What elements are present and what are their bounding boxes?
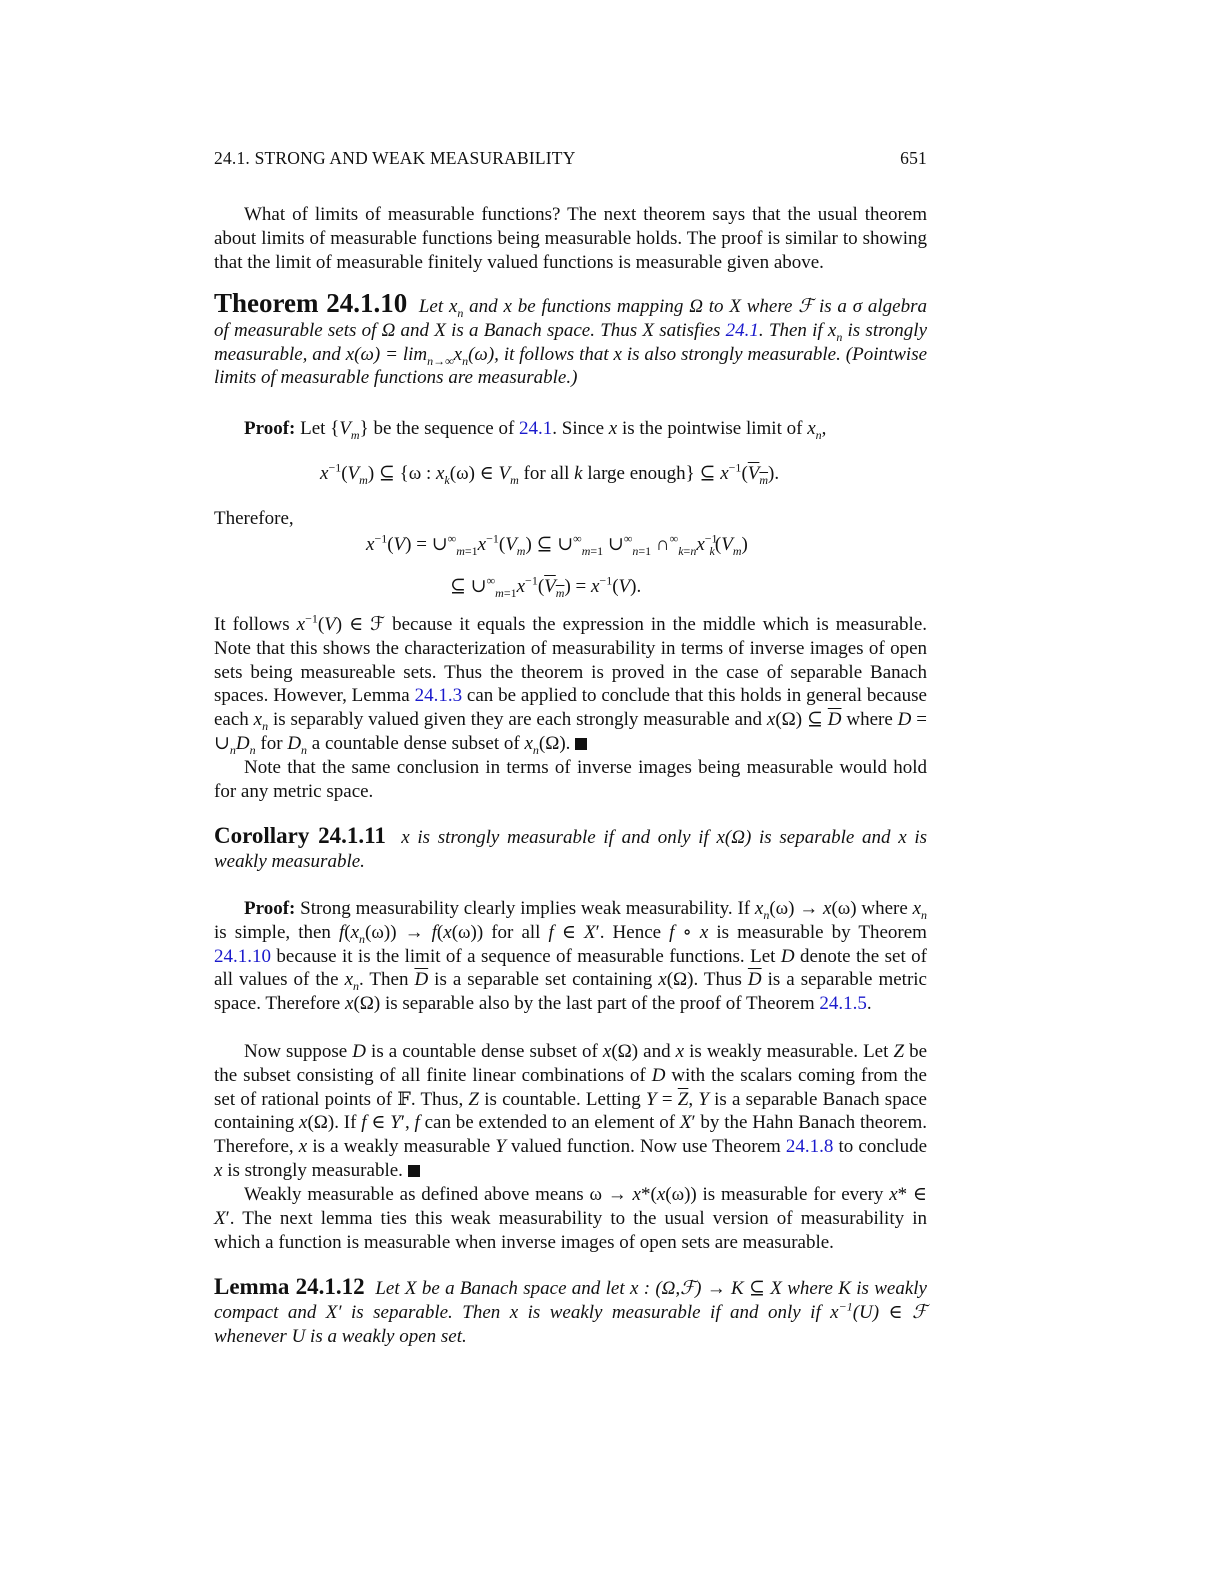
weakly-measurable-paragraph: Weakly measurable as defined above means ω → x*(x(ω)) is measurable for every x* ∈ X′. The next lemma ties this weak measurability to the usual version of measurability in which a function is measurable when inverse images of open sets are measurable.: [214, 1184, 927, 1253]
theorem-label: Theorem 24.1.10: [214, 288, 408, 318]
lemma-label: Lemma 24.1.12: [214, 1274, 365, 1299]
proof-label: Proof:: [244, 898, 296, 919]
eq-ref-link[interactable]: 24.1: [519, 418, 553, 439]
lemma-block: Lemma 24.1.12 Let X be a Banach space and let x : (Ω,ℱ) → K ⊆ X where K is weakly compact and X′ is separable. Then x is weakly measurable if and only if $x^{-1}(U)$ ∈ ℱ whenever U is a weakly open set.: [214, 1274, 928, 1347]
page-number: 651: [900, 148, 927, 168]
eq-ref-link[interactable]: 24.1: [725, 319, 759, 341]
proof2-continued: Now suppose D is a countable dense subset of x(Ω) and x is weakly measurable. Let Z be the subset consisting of all finite linear combinations of D with the scalars coming from the set of rational points of 𝔽. Thus, Z is countable. Letting $Y = \overline{Z}$, Y is a separable Banach space containing x(Ω). If f ∈ Y′, f can be extended to an element of X′ by the Hahn Banach theorem. Therefore, x is a weakly measurable Y valued function. Now use Theorem 24.1.8 to conclude x is strongly measurable.: [214, 1041, 928, 1181]
running-header: [214, 148, 927, 172]
theorem-block: Theorem 24.1.10 Let $x_n$ and x be functions mapping Ω to X where ℱ is a σ algebra of measurable sets of Ω and X is a Banach space. Thus X satisfies 24.1. Then if $x_n$ is strongly measurable, and $x(\omega) = \lim_{n\to\infty}x_n(\omega)$, it follows that x is also strongly measurable. (Pointwise limits of measurable functions are measurable.): [214, 288, 928, 389]
proof1-first-line: Proof: Let $\{V_m\}$ be the sequence of 24.1. Since x is the pointwise limit of $x_n$,: [244, 418, 827, 442]
theorem-ref-link[interactable]: 24.1.8: [785, 1136, 834, 1158]
intro-paragraph: What of limits of measurable functions? The next theorem says that the usual theorem about limits of measurable functions being measurable holds. The proof is similar to showing that the limit of measurable finitely valued functions is measurable given above.: [214, 204, 927, 273]
proof2-body: Proof: Strong measurability clearly implies weak measurability. If $x_n(\omega) \to x(\omega)$ where $x_n$ is simple, then $f(x_n(\omega)) \to f(x(\omega))$ for all f ∈ X′. Hence f ∘ x is measurable by Theorem 24.1.10 because it is the limit of a sequence of measurable functions. Let D denote the set of all values of the $x_n$. Then $\overline{D}$ is a separable set containing x(Ω). Thus $\overline{D}$ is a separable metric space. Therefore x(Ω) is separable also by the last part of the proof of Theorem 24.1.5.: [214, 898, 927, 1015]
corollary-label: Corollary 24.1.11: [214, 823, 386, 848]
theorem-ref-link[interactable]: 24.1.10: [214, 945, 271, 967]
theorem-ref-link[interactable]: 24.1.5: [819, 993, 867, 1015]
corollary-block: Corollary 24.1.11 x is strongly measurable if and only if x(Ω) is separable and x is weakly measurable.: [214, 823, 928, 872]
qed-square-icon: [575, 738, 587, 750]
qed-square-icon: [408, 1165, 420, 1177]
note-paragraph: Note that the same conclusion in terms of inverse images being measurable would hold for any metric space.: [214, 757, 927, 802]
proof1-body: It follows $x^{-1}(V)$ ∈ ℱ because it equals the expression in the middle which is measurable. Note that this shows the characterization of measurability in terms of inverse images of open sets being measureable sets. Thus the theorem is proved in the case of separable Banach spaces. However, Lemma 24.1.3 can be applied to conclude that this holds in general because each $x_n$ is separably valued given they are each strongly measurable and x(Ω) ⊆ $\overline{D}$ where $D = \cup_nD_n$ for $D_n$ a countable dense subset of $x_n(\Omega)$.: [214, 611, 927, 757]
lemma-ref-link[interactable]: 24.1.3: [414, 685, 463, 707]
section-title: 24.1. STRONG AND WEAK MEASURABILITY: [214, 148, 576, 168]
proof-label: Proof:: [244, 418, 296, 439]
therefore-label: Therefore,: [214, 508, 294, 529]
